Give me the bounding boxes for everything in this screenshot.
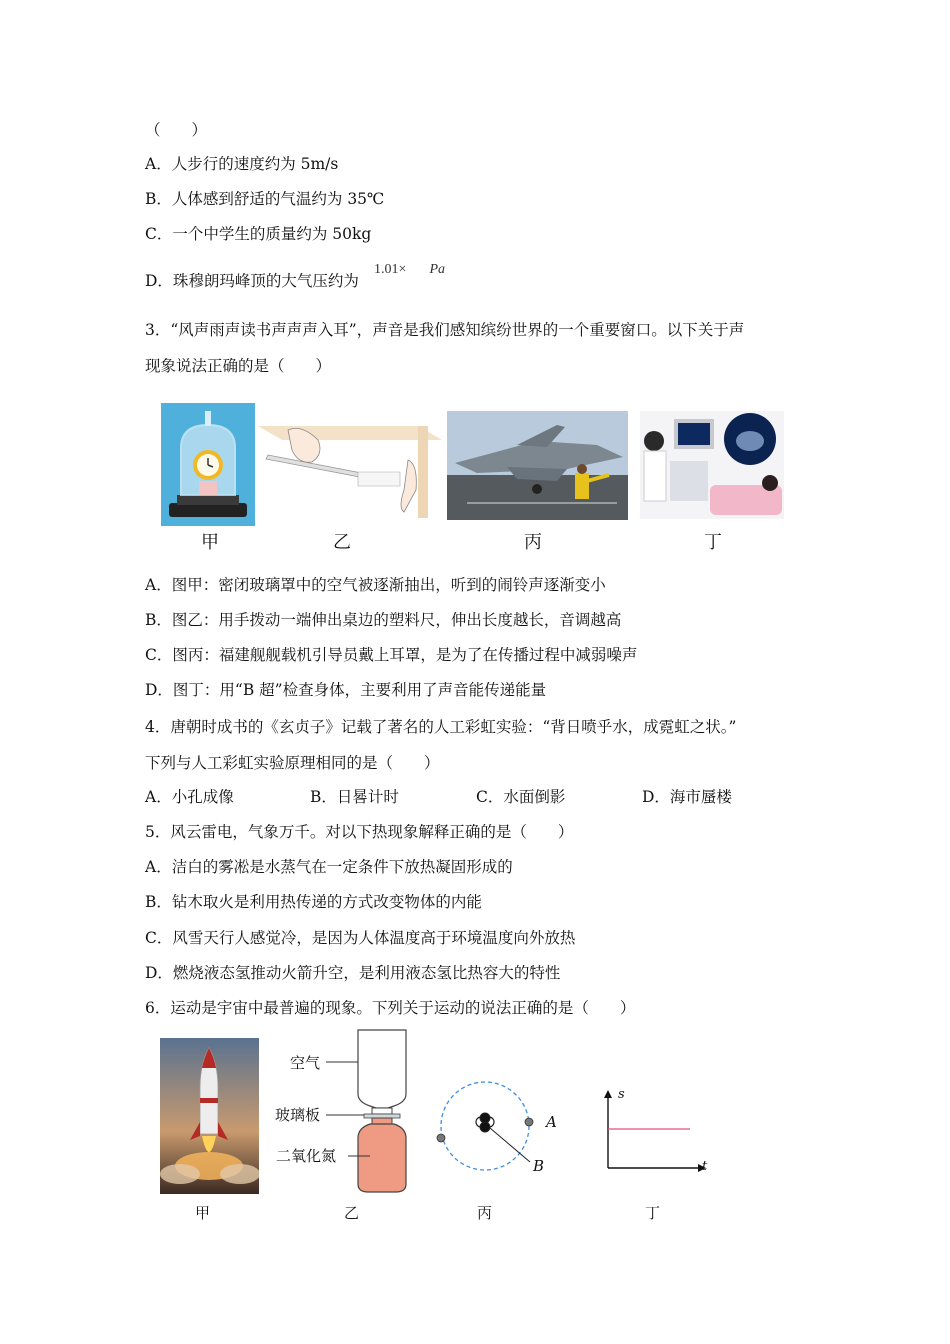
q3-stem-line1: 3．“风声雨声读书声声声入耳”，声音是我们感知缤纷世界的一个重要窗口。以下关于声: [145, 321, 745, 339]
pressure-unit: Pa: [429, 262, 446, 277]
q3-option-d[interactable]: D．图丁：用“B 超”检查身体，主要利用了声音能传递能量: [145, 681, 547, 699]
q6-caption-ding: 丁: [645, 1204, 661, 1222]
ruler-on-table-image: [258, 420, 442, 518]
label-t-axis: t: [702, 1159, 708, 1174]
q2-option-d[interactable]: [145, 271, 359, 291]
q3-caption-bing: 丙: [524, 532, 542, 553]
q4-option-d[interactable]: D．海市蜃楼: [642, 788, 732, 806]
label-b: B: [533, 1157, 545, 1175]
q3-caption-jia: 甲: [201, 532, 219, 553]
label-s-axis: s: [618, 1087, 625, 1102]
q3-option-b[interactable]: B．图乙：用手拨动一端伸出桌边的塑料尺，伸出长度越长，音调越高: [145, 611, 622, 629]
q5-option-d[interactable]: D．燃烧液态氢推动火箭升空，是利用液态氢比热容大的特性: [145, 964, 561, 982]
q3-option-a[interactable]: A．图甲：密闭玻璃罩中的空气被逐渐抽出，听到的闹铃声逐渐变小: [145, 576, 606, 594]
q3-caption-ding: 丁: [704, 532, 722, 553]
q6-stem: 6．运动是宇宙中最普遍的现象。下列关于运动的说法正确的是（ ）: [145, 999, 636, 1017]
rocket-launch-image: [160, 1038, 259, 1194]
bell-jar-image: [161, 403, 255, 526]
label-glass-plate: 玻璃板: [275, 1106, 321, 1124]
q4-stem-line2: 下列与人工彩虹实验原理相同的是（ ）: [145, 754, 440, 772]
q6-caption-bing: 丙: [477, 1204, 493, 1222]
q2-option-a[interactable]: A．人步行的速度约为 5m/s: [145, 155, 339, 173]
b-ultrasound-image: [640, 411, 784, 519]
label-air: 空气: [290, 1054, 321, 1072]
q3-option-c[interactable]: C．图丙：福建舰舰载机引导员戴上耳罩，是为了在传播过程中减弱噪声: [145, 646, 638, 664]
q4-stem-line1: 4．唐朝时成书的《玄贞子》记载了著名的人工彩虹实验：“背日喷乎水，成霓虹之状。”: [145, 718, 737, 736]
q5-option-b[interactable]: B．钻木取火是利用热传递的方式改变物体的内能: [145, 893, 482, 911]
q6-caption-jia: 甲: [195, 1204, 211, 1222]
q2-option-d-math: [374, 258, 445, 278]
q5-option-a[interactable]: A．洁白的雾凇是水蒸气在一定条件下放热凝固形成的: [145, 858, 513, 876]
q2-option-b[interactable]: B．人体感到舒适的气温约为 35℃: [145, 190, 385, 208]
q3-caption-yi: 乙: [333, 532, 351, 553]
q4-option-b[interactable]: B．日晷计时: [310, 788, 399, 806]
pressure-number: 1.01×: [374, 262, 407, 277]
q4-option-c[interactable]: C．水面倒影: [476, 788, 566, 806]
q2-option-c[interactable]: C．一个中学生的质量约为 50kg: [145, 225, 372, 243]
q3-stem-line2: 现象说法正确的是（ ）: [145, 357, 332, 375]
q2-option-d-text: D．珠穆朗玛峰顶的大气压约为: [145, 272, 359, 290]
q5-option-c[interactable]: C．风雪天行人感觉冷，是因为人体温度高于环境温度向外放热: [145, 929, 576, 947]
q5-stem: 5．风云雷电，气象万千。对以下热现象解释正确的是（ ）: [145, 823, 574, 841]
st-graph: [600, 1088, 710, 1172]
q4-option-a[interactable]: A．小孔成像: [145, 788, 234, 806]
q2-paren: （ ）: [145, 121, 208, 139]
q6-caption-yi: 乙: [344, 1204, 360, 1222]
label-a: A: [546, 1113, 557, 1131]
label-nitrogen-dioxide: 二氧化氮: [276, 1147, 337, 1165]
carrier-jet-image: [447, 411, 628, 520]
